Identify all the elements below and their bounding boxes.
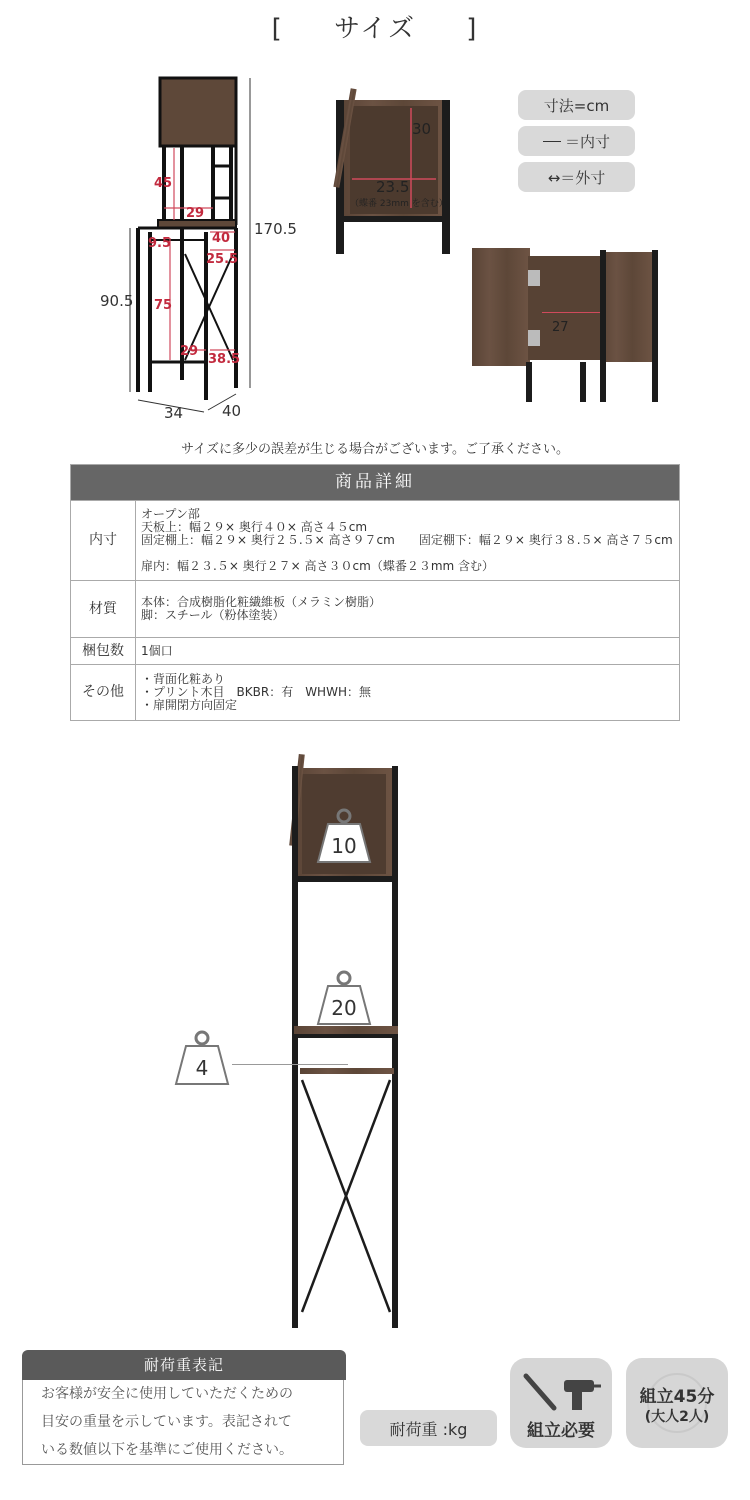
assembly-required-badge [510, 1358, 612, 1448]
legend-inner [518, 126, 635, 156]
dim-40-mid: 40 [212, 231, 231, 246]
spec-label: 梱包数 [71, 638, 136, 665]
cabinet-right-post [442, 100, 450, 254]
side-depth-line [542, 312, 600, 313]
assembly-time-badge [626, 1358, 728, 1448]
cab-hinge-note: （蝶番 23mm を含む） [350, 199, 448, 209]
load-cross-brace [298, 1076, 394, 1316]
load-top-shelf-value: 20 [331, 996, 357, 1020]
load-box-line: お客様が安全に使用していただくための [41, 1386, 293, 1402]
hinge-icon [528, 330, 540, 346]
screwdriver-drill-icon [520, 1370, 602, 1414]
load-top-shelf [294, 1026, 398, 1034]
load-lower-shelf [300, 1068, 394, 1074]
dim-total-height: 170.5 [254, 220, 297, 238]
spec-label: その他 [71, 665, 136, 721]
side-front-post [526, 362, 532, 402]
spec-line: オープン部 [141, 507, 200, 521]
cabinet-side-view [472, 248, 662, 404]
side-front-post-2 [580, 362, 586, 402]
load-pointer-line [232, 1064, 348, 1065]
spec-line: 扉内：幅２３.５× 奥行２７× 高さ３０cm（蝶番２３mm 含む） [141, 559, 495, 573]
load-top-shelf-edge [294, 1034, 398, 1038]
title-bracket-right: ] [466, 14, 479, 44]
spec-table [70, 464, 680, 721]
spec-row-package [71, 638, 680, 665]
cab-width-label: 23.5 [376, 178, 410, 196]
dim-25-5: 25.5 [206, 252, 239, 267]
size-disclaimer: サイズに多少の誤差が生じる場合がございます。ご了承ください。 [181, 442, 569, 457]
weight-icon [172, 1030, 232, 1086]
load-cabinet-value: 10 [331, 834, 357, 858]
shelf-line-drawing [90, 70, 320, 430]
dim-38-5: 38.5 [208, 352, 241, 367]
spec-header: 商品詳細 [71, 465, 680, 501]
dim-depth: 40 [222, 402, 242, 420]
spec-line: 1個口 [141, 643, 173, 658]
spec-line: 固定棚上：幅２９× 奥行２５.５× 高さ９７cm 固定棚下：幅２９× 奥行３８.５× 高さ７５cm [141, 533, 673, 547]
shelf-dimension-diagram [90, 70, 320, 430]
load-lower-shelf-value: 4 [195, 1056, 209, 1080]
load-box-line: いる数値以下を基準にご使用ください。 [41, 1442, 293, 1458]
load-box-title: 耐荷重表記 [22, 1350, 346, 1380]
legend-outer: ↔＝外寸 [518, 162, 635, 192]
spec-row-inner [71, 501, 680, 581]
weight-icon [314, 808, 374, 864]
assembly-people-text: (大人2人) [644, 1409, 710, 1425]
spec-line: 本体：合成樹脂化粧繊維板（メラミン樹脂） [141, 595, 382, 609]
hinge-icon [528, 270, 540, 286]
weight-icon [314, 970, 374, 1026]
spec-row-other [71, 665, 680, 721]
load-box-line: 目安の重量を示しています。表記されて [41, 1414, 292, 1430]
spec-label: 内寸 [71, 501, 136, 581]
dim-75: 75 [154, 298, 173, 313]
spec-line: ・プリント木目 BKBR：有 WHWH：無 [141, 685, 371, 699]
spec-line: ・扉開閉方向固定 [141, 698, 238, 712]
dim-29-top: 29 [186, 206, 205, 221]
title-bracket-left: [ [271, 14, 284, 44]
spec-label: 材質 [71, 581, 136, 638]
side-back-post [652, 250, 658, 402]
cabinet-shelf [342, 216, 444, 222]
dim-9-5: 9.5 [148, 236, 172, 251]
side-door [472, 248, 530, 366]
assembly-required-text: 組立必要 [527, 1421, 595, 1441]
spec-line: 天板上：幅２９× 奥行４０× 高さ４５cm [141, 520, 368, 534]
title-text: サイズ [334, 14, 416, 44]
load-box-body [22, 1380, 344, 1465]
cabinet-front-view [336, 88, 456, 256]
load-cabinet-base [292, 876, 398, 882]
legend-inner-text: ＝内寸 [564, 132, 610, 151]
cab-depth-label: 27 [552, 320, 569, 335]
dim-29-bottom: 29 [180, 344, 199, 359]
side-mid-post [600, 250, 606, 402]
dim-lower-height: 90.5 [100, 292, 134, 310]
legend-unit: 寸法=cm [518, 90, 635, 120]
dim-width: 34 [164, 404, 184, 422]
dim-45: 45 [154, 176, 173, 191]
spec-line: 脚：スチール（粉体塗装） [141, 608, 285, 622]
assembly-time-text: 組立45分 [639, 1387, 715, 1407]
cab-height-label: 30 [412, 120, 432, 138]
spec-line: ・背面化粧あり [141, 672, 226, 686]
spec-row-material [71, 581, 680, 638]
side-panel [600, 252, 654, 362]
inner-dimension-line-icon [543, 141, 561, 142]
load-unit-label: 耐荷重 :kg [360, 1410, 497, 1446]
page-title [0, 8, 750, 45]
